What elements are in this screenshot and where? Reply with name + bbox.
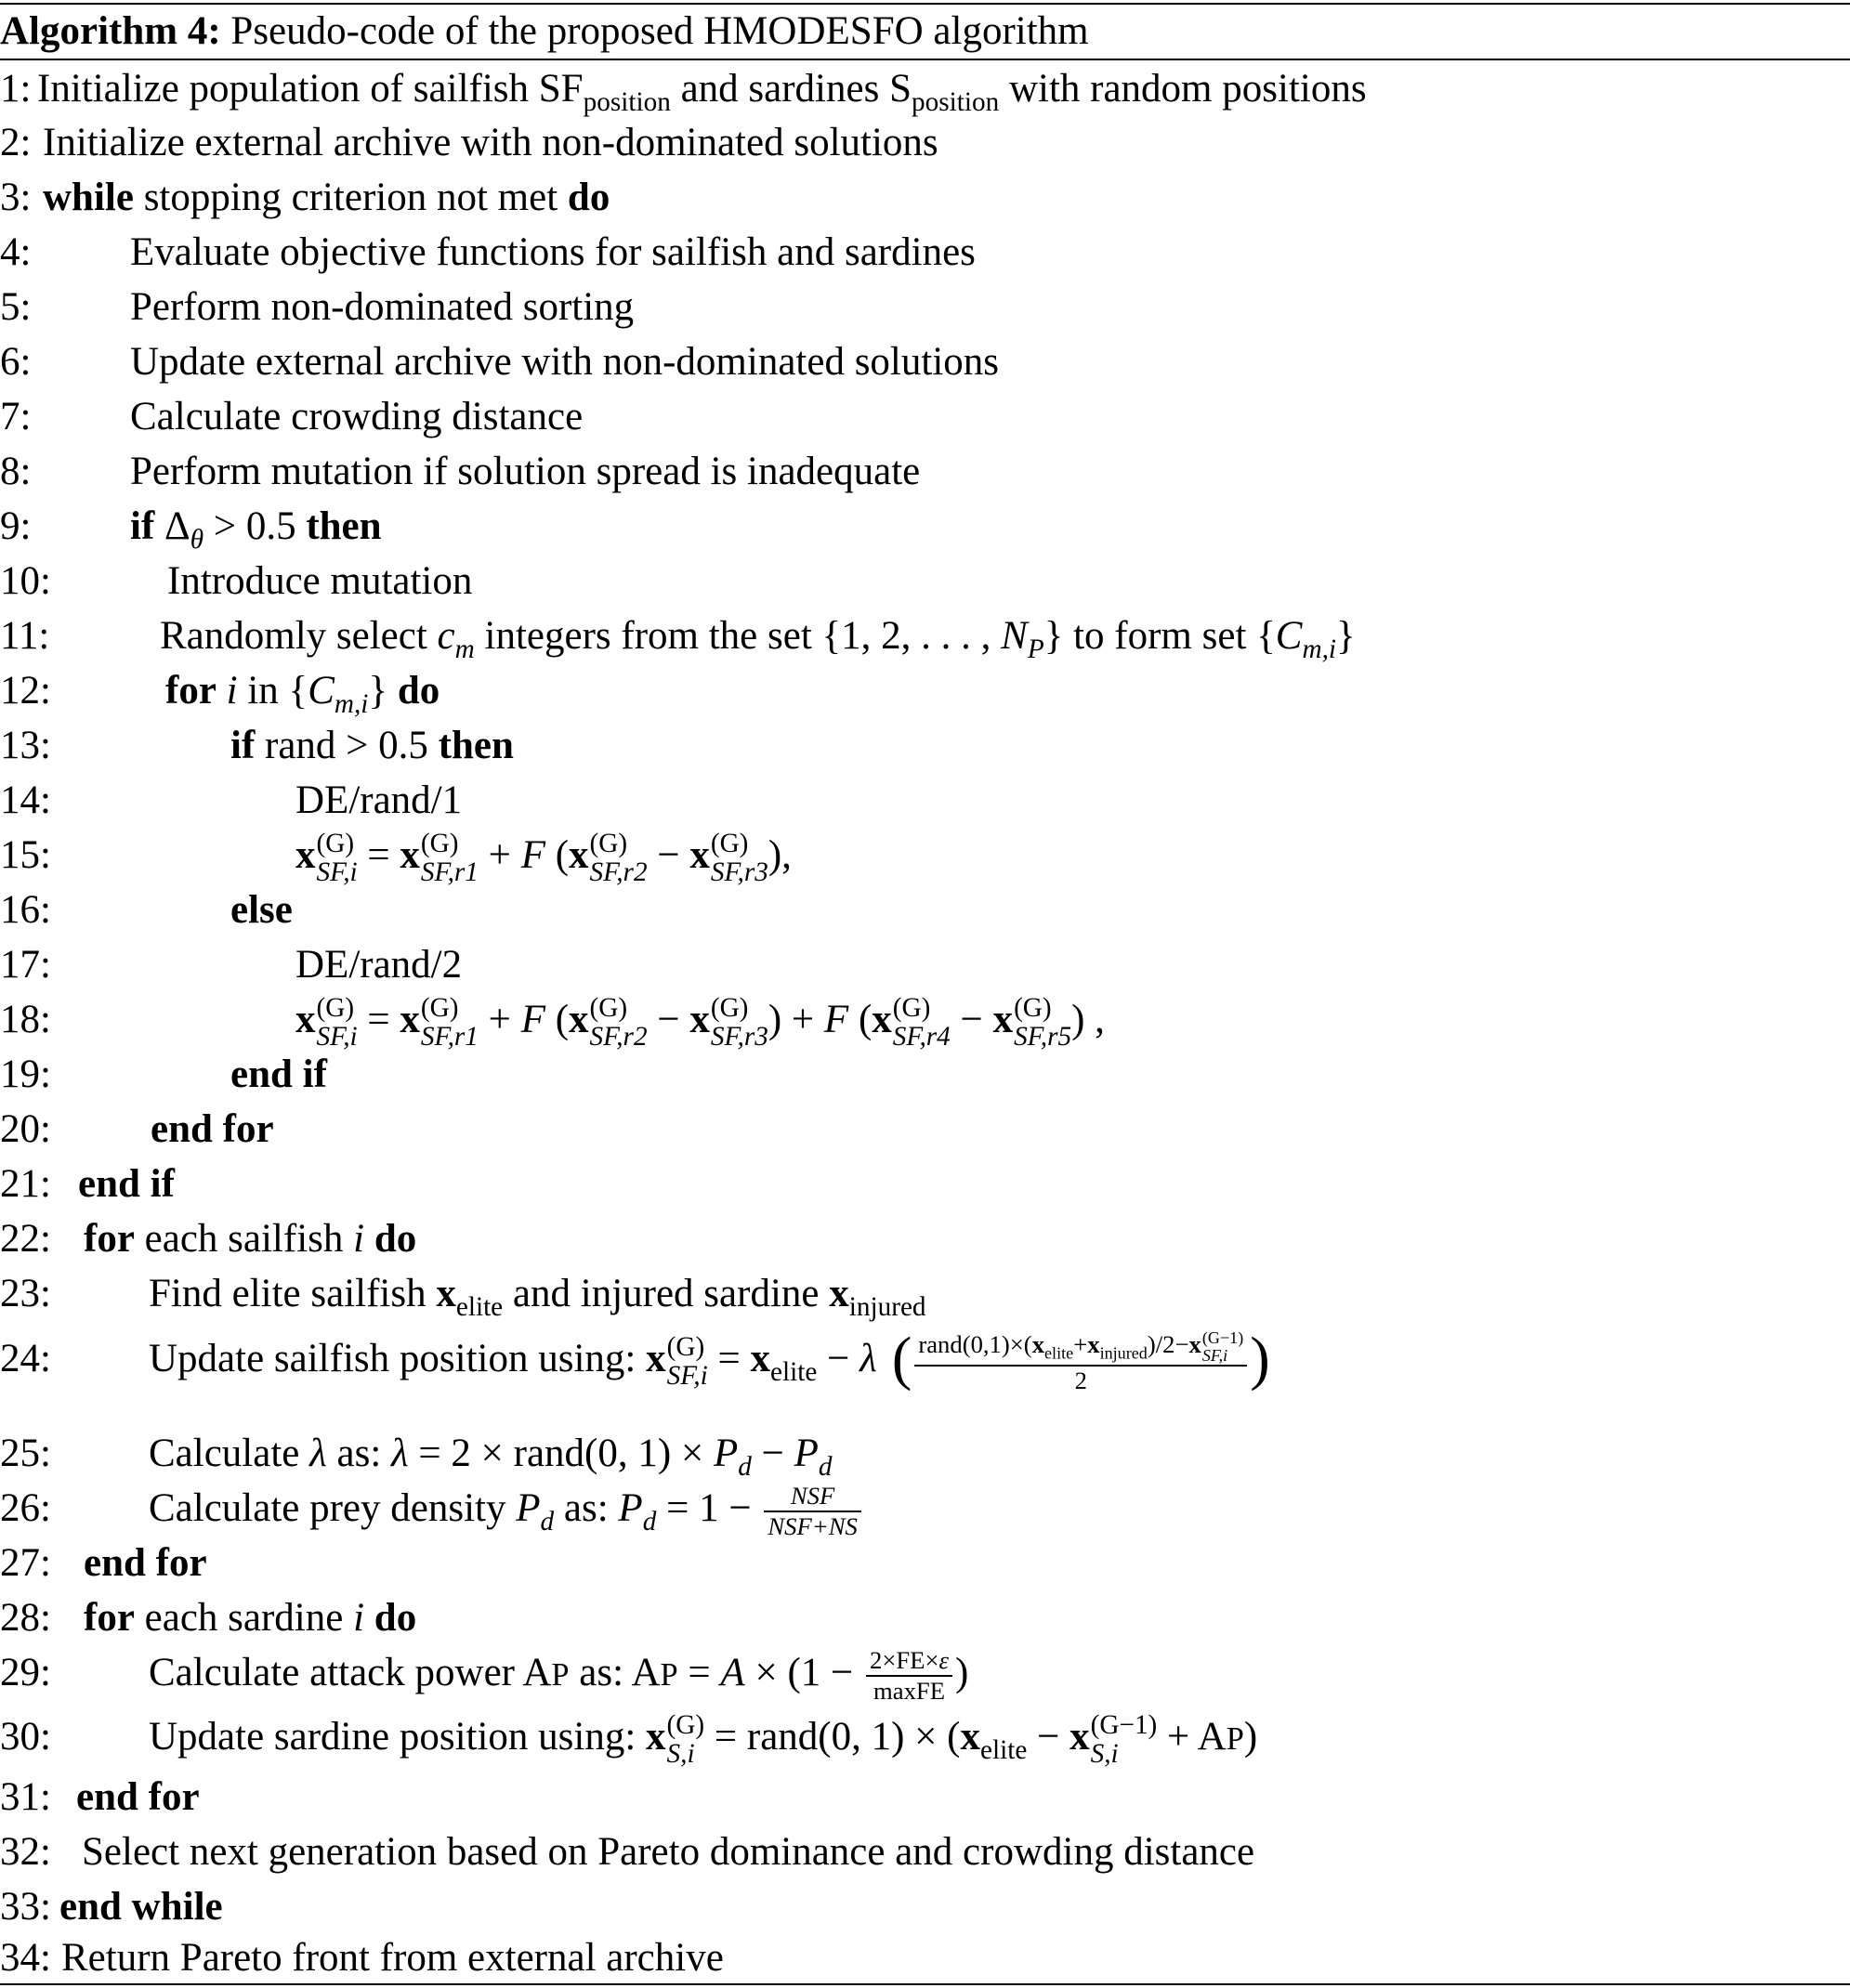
text-segment: Initialize population of sailfish SF — [37, 67, 584, 111]
text-segment: − — [817, 1337, 860, 1380]
super-sub — [421, 994, 479, 1051]
text-segment: )/2− — [1147, 1329, 1189, 1358]
keyword: then — [306, 504, 382, 548]
line-content — [149, 1709, 1257, 1769]
line-content — [230, 718, 514, 773]
super-sub — [590, 994, 648, 1051]
vector-x: x — [992, 998, 1014, 1041]
vector-x: x — [646, 1337, 666, 1380]
line-number: 20: — [0, 1107, 51, 1151]
super-sub — [1202, 1329, 1243, 1365]
subscript: S,i — [666, 1739, 695, 1770]
text-segment: ) , — [1071, 998, 1105, 1041]
line-number: 15: — [0, 833, 51, 877]
text-segment: ( — [545, 998, 570, 1041]
subscript: SF,i — [316, 857, 358, 888]
text-segment: = — [357, 998, 400, 1041]
keyword: then — [438, 724, 514, 767]
superscript: (G) — [666, 1332, 705, 1363]
text-segment: rand(0,1)×( — [918, 1329, 1032, 1358]
math-var: N — [1001, 614, 1028, 658]
text-segment: − — [950, 998, 993, 1041]
subscript: SF,r1 — [420, 857, 479, 888]
math-var: λ — [859, 1337, 877, 1380]
algorithm-caption — [0, 6, 1089, 57]
text-segment — [364, 1596, 374, 1640]
text-segment: ) — [955, 1651, 969, 1694]
math-var: i — [353, 1596, 365, 1640]
text-segment: + — [1073, 1329, 1088, 1358]
denominator: maxFE — [873, 1677, 946, 1706]
superscript: (G) — [316, 829, 355, 859]
fraction — [914, 1329, 1247, 1395]
line-content — [37, 61, 1367, 116]
math-var: c — [437, 614, 455, 658]
subscript: d — [642, 1507, 657, 1537]
text-segment: integers from the set {1, 2, . . . , — [474, 614, 1002, 658]
line-content: Perform non-dominated sorting — [130, 285, 635, 329]
text-segment: > 0.5 — [203, 504, 307, 548]
line-number: 17: — [0, 943, 51, 987]
text-segment — [364, 1217, 374, 1261]
vector-x: x — [1031, 1329, 1045, 1358]
line-number: 7: — [0, 395, 32, 438]
algo-line-7 — [0, 389, 584, 444]
super-sub — [1091, 1711, 1158, 1768]
algo-line-13 — [0, 718, 514, 773]
line-content: DE/rand/1 — [295, 778, 463, 822]
algo-line-21 — [0, 1157, 175, 1211]
algo-line-1 — [0, 61, 1367, 118]
vector-x: x — [689, 998, 710, 1041]
algo-line-14 — [0, 773, 463, 828]
super-sub — [317, 830, 358, 886]
line-content: end if — [78, 1162, 175, 1206]
line-number: 29: — [0, 1651, 51, 1694]
subscript: elite — [980, 1735, 1028, 1766]
bottom-rule — [0, 1983, 1850, 1985]
vector-x: x — [689, 833, 710, 877]
vector-x: x — [646, 1715, 666, 1759]
subscript: SF,i — [666, 1361, 708, 1392]
algo-line-33 — [0, 1879, 223, 1934]
text-segment: Calculate prey density — [149, 1486, 517, 1530]
subscript: elite — [1044, 1343, 1074, 1363]
algo-line-12 — [0, 663, 440, 720]
line-content: Introduce mutation — [167, 559, 473, 603]
text-segment: − — [1027, 1715, 1070, 1759]
line-number: 33: — [0, 1885, 51, 1929]
subscript: position — [583, 87, 671, 118]
text-segment: + — [478, 833, 521, 877]
text-segment: and injured sardine — [503, 1272, 830, 1315]
algo-line-11 — [0, 608, 1356, 665]
superscript: (G) — [316, 993, 355, 1024]
line-content: end for — [151, 1107, 274, 1151]
text-segment: + A — [1157, 1715, 1227, 1759]
algo-line-25 — [0, 1426, 833, 1483]
algo-line-20 — [0, 1102, 274, 1157]
text-segment: stopping criterion not met — [133, 176, 568, 219]
line-number: 16: — [0, 888, 51, 932]
subscript: d — [540, 1507, 555, 1537]
line-content — [165, 663, 440, 718]
line-content — [149, 1266, 926, 1321]
denominator: NSF+NS — [768, 1512, 858, 1541]
subscript: SF,r4 — [892, 1022, 951, 1053]
vector-x: x — [295, 998, 316, 1041]
super-sub — [1014, 994, 1071, 1051]
text-segment: − — [647, 833, 690, 877]
subscript: SF,r3 — [710, 857, 768, 888]
text-segment: as: A — [569, 1651, 661, 1694]
caption-label: Algorithm 4: — [0, 9, 221, 53]
small-caps: P — [1226, 1721, 1244, 1757]
line-number: 32: — [0, 1830, 51, 1874]
superscript: (G) — [589, 993, 628, 1024]
line-number: 30: — [0, 1715, 51, 1759]
algo-line-26 — [0, 1481, 858, 1541]
text-segment: Calculate attack power A — [149, 1651, 552, 1694]
algo-line-23 — [0, 1266, 926, 1323]
line-content — [160, 608, 1356, 663]
subscript: SF,r3 — [710, 1022, 768, 1053]
line-content: end for — [76, 1775, 200, 1819]
super-sub — [590, 830, 648, 886]
vector-x: x — [1188, 1329, 1201, 1358]
math-var: F — [823, 998, 849, 1041]
subscript: injured — [848, 1292, 926, 1323]
math-var: A — [720, 1651, 745, 1694]
line-content — [130, 499, 382, 554]
keyword: do — [374, 1596, 417, 1640]
text-segment: ) — [1250, 1325, 1270, 1392]
superscript: (G) — [710, 993, 749, 1024]
line-number: 27: — [0, 1541, 51, 1585]
line-number: 25: — [0, 1432, 51, 1475]
subscript: elite — [770, 1357, 818, 1388]
keyword: do — [374, 1217, 417, 1261]
fraction — [764, 1482, 861, 1540]
vector-x: x — [1087, 1329, 1100, 1358]
algo-line-3 — [0, 170, 610, 225]
super-sub — [317, 994, 358, 1051]
text-segment: in { — [237, 669, 308, 713]
line-number: 1: — [0, 67, 32, 111]
algo-line-34 — [0, 1930, 724, 1985]
vector-x: x — [436, 1272, 456, 1315]
subscript: d — [818, 1452, 833, 1483]
subscript: SF,r5 — [1014, 1022, 1072, 1053]
text-segment: with random positions — [999, 67, 1367, 111]
line-number: 18: — [0, 998, 51, 1041]
text-segment: − — [647, 998, 690, 1041]
line-number: 6: — [0, 340, 32, 384]
keyword: while — [43, 176, 134, 219]
vector-x: x — [400, 833, 420, 877]
super-sub — [711, 994, 768, 1051]
line-number: 10: — [0, 559, 51, 603]
vector-x: x — [872, 998, 892, 1041]
line-number: 3: — [0, 176, 32, 219]
algo-line-9 — [0, 499, 382, 556]
subscript: m — [454, 634, 475, 665]
text-segment: ( — [545, 833, 570, 877]
text-segment: = rand(0, 1) × ( — [704, 1715, 961, 1759]
keyword: if — [230, 724, 256, 767]
numerator — [866, 1646, 952, 1677]
math-var: P — [618, 1486, 643, 1530]
line-content: Update external archive with non-dominated solutions — [130, 340, 999, 384]
superscript: (G) — [420, 993, 459, 1024]
text-segment: ), — [768, 833, 792, 877]
line-number: 26: — [0, 1486, 51, 1530]
algo-line-19 — [0, 1047, 327, 1102]
text-segment: Randomly select — [160, 614, 438, 658]
algo-line-27 — [0, 1536, 207, 1590]
line-content — [84, 1590, 416, 1645]
caption-text: Pseudo-code of the proposed HMODESFO algorithm — [230, 9, 1089, 53]
keyword: do — [397, 669, 440, 713]
text-segment: as: — [554, 1486, 619, 1530]
line-content: else — [230, 888, 293, 932]
line-number: 31: — [0, 1775, 51, 1819]
text-segment: each sailfish — [134, 1217, 354, 1261]
text-segment: ( — [848, 998, 873, 1041]
subscript: elite — [455, 1292, 504, 1323]
subscript: θ — [190, 525, 204, 556]
numerator: NSF — [764, 1482, 861, 1512]
text-segment: each sardine — [134, 1596, 354, 1640]
superscript: (G) — [420, 829, 459, 859]
algo-line-17 — [0, 937, 463, 992]
text-segment: Calculate — [149, 1432, 310, 1475]
line-content — [149, 1645, 968, 1706]
algo-line-28 — [0, 1590, 417, 1645]
text-segment: ) — [1243, 1715, 1258, 1759]
math-var: i — [353, 1217, 365, 1261]
line-content: Return Pareto front from external archive — [61, 1936, 724, 1980]
line-content: Calculate crowding distance — [130, 395, 584, 438]
super-sub — [421, 830, 479, 886]
superscript: (G) — [589, 829, 628, 859]
line-number: 13: — [0, 724, 51, 767]
algo-line-4 — [0, 225, 976, 280]
line-content: Evaluate objective functions for sailfish and sardines — [130, 230, 976, 274]
keyword: for — [84, 1217, 135, 1261]
math-var: λ — [309, 1432, 327, 1475]
text-segment — [216, 669, 227, 713]
line-number: 2: — [0, 121, 32, 164]
line-content — [295, 992, 1105, 1052]
math-var: P — [794, 1432, 819, 1475]
line-content — [149, 1481, 864, 1541]
text-segment: × (1 − — [744, 1651, 864, 1694]
subscript: S,i — [1090, 1739, 1119, 1770]
subscript: SF,i — [316, 1022, 358, 1053]
text-segment: ( — [876, 1325, 912, 1392]
numerator — [914, 1329, 1247, 1367]
subscript: P — [1027, 634, 1044, 665]
superscript: (G) — [666, 1710, 705, 1741]
text-segment: Δ — [154, 504, 190, 548]
vector-x: x — [1069, 1715, 1090, 1759]
top-rule — [0, 3, 1850, 5]
super-sub — [711, 830, 768, 886]
line-content: end for — [84, 1541, 207, 1585]
math-var: P — [713, 1432, 739, 1475]
vector-x: x — [960, 1715, 981, 1759]
subscript: m,i — [1302, 634, 1337, 665]
text-segment: = 2 × rand(0, 1) × — [408, 1432, 714, 1475]
text-segment: } — [1336, 614, 1356, 658]
keyword: for — [165, 669, 216, 713]
super-sub — [893, 994, 951, 1051]
subscript: SF,i — [1201, 1345, 1228, 1365]
superscript: (G) — [710, 829, 749, 859]
line-content — [149, 1324, 1270, 1394]
math-var: λ — [391, 1432, 409, 1475]
line-content: DE/rand/2 — [295, 943, 463, 987]
small-caps: P — [660, 1657, 678, 1693]
math-var: i — [226, 669, 238, 713]
algo-line-8 — [0, 444, 921, 499]
math-var: F — [520, 833, 545, 877]
vector-x: x — [295, 833, 316, 877]
math-var: C — [1275, 614, 1303, 658]
line-number: 14: — [0, 778, 51, 822]
algo-line-30 — [0, 1709, 1258, 1770]
math-var: ε — [938, 1646, 950, 1675]
vector-x: x — [569, 833, 589, 877]
text-segment: Find elite sailfish — [149, 1272, 437, 1315]
line-number: 34: — [0, 1936, 51, 1980]
subscript: SF,r2 — [589, 1022, 648, 1053]
text-segment: = — [707, 1337, 751, 1380]
algo-line-5 — [0, 280, 635, 334]
denominator: 2 — [1074, 1366, 1087, 1394]
line-number: 28: — [0, 1596, 51, 1640]
fraction — [866, 1646, 952, 1705]
subscript: SF,r1 — [420, 1022, 479, 1053]
text-segment: = — [677, 1651, 721, 1694]
line-content — [84, 1211, 416, 1266]
line-content: Perform mutation if solution spread is inadequate — [130, 450, 921, 493]
algo-line-16 — [0, 883, 293, 937]
subscript: position — [911, 87, 1000, 118]
subscript: injured — [1099, 1343, 1148, 1363]
algo-line-32 — [0, 1825, 1255, 1879]
algo-line-31 — [0, 1770, 200, 1825]
vector-x: x — [750, 1337, 770, 1380]
line-content: end if — [230, 1053, 327, 1096]
line-number: 22: — [0, 1217, 51, 1261]
math-var: F — [520, 998, 545, 1041]
vector-x: x — [400, 998, 420, 1041]
algo-line-10 — [0, 554, 473, 608]
algo-line-18 — [0, 992, 1105, 1053]
text-segment: + — [478, 998, 521, 1041]
subscript: m,i — [334, 689, 369, 720]
line-content — [43, 170, 610, 225]
text-segment: 2×FE× — [870, 1646, 939, 1675]
keyword: if — [130, 504, 155, 548]
line-content: Select next generation based on Pareto dominance and crowding distance — [82, 1830, 1255, 1874]
line-number: 12: — [0, 669, 51, 713]
text-segment: Update sardine position using: — [149, 1715, 647, 1759]
text-segment: } to form set { — [1043, 614, 1276, 658]
math-var: C — [308, 669, 335, 713]
line-content: Initialize external archive with non-dominated solutions — [43, 121, 938, 164]
line-number: 19: — [0, 1053, 51, 1096]
subscript: d — [738, 1452, 752, 1483]
algo-line-2 — [0, 115, 938, 170]
line-number: 4: — [0, 230, 32, 274]
small-caps: P — [551, 1657, 570, 1693]
line-number: 8: — [0, 450, 32, 493]
subscript: SF,r2 — [589, 857, 648, 888]
vector-x: x — [569, 998, 589, 1041]
caption-rule — [0, 59, 1850, 60]
text-segment: − — [751, 1432, 794, 1475]
keyword: do — [567, 176, 610, 219]
line-number: 11: — [0, 614, 50, 658]
text-segment: as: — [326, 1432, 392, 1475]
line-content — [295, 828, 792, 887]
line-number: 21: — [0, 1162, 51, 1206]
superscript: (G) — [1014, 993, 1052, 1024]
line-number: 23: — [0, 1272, 51, 1315]
superscript: (G) — [892, 993, 931, 1024]
algo-line-24 — [0, 1324, 1270, 1394]
algo-line-22 — [0, 1211, 417, 1266]
line-content: end while — [59, 1885, 223, 1929]
text-segment: = 1 − — [656, 1486, 762, 1530]
math-var: P — [516, 1486, 541, 1530]
line-number: 5: — [0, 285, 32, 329]
text-segment: and sardines S — [670, 67, 912, 111]
line-number: 9: — [0, 504, 32, 548]
text-segment: rand > 0.5 — [255, 724, 439, 767]
line-number: 24: — [0, 1337, 51, 1380]
super-sub — [667, 1711, 705, 1768]
line-content — [149, 1426, 833, 1481]
superscript: (G−1) — [1201, 1328, 1244, 1347]
algo-line-6 — [0, 334, 999, 389]
text-segment: ) + — [768, 998, 824, 1041]
text-segment: = — [357, 833, 400, 877]
super-sub — [667, 1333, 708, 1390]
algo-line-15 — [0, 828, 792, 888]
text-segment: } — [368, 669, 398, 713]
vector-x: x — [829, 1272, 849, 1315]
text-segment: Update sailfish position using: — [149, 1337, 647, 1380]
superscript: (G−1) — [1090, 1710, 1158, 1741]
keyword: for — [84, 1596, 135, 1640]
